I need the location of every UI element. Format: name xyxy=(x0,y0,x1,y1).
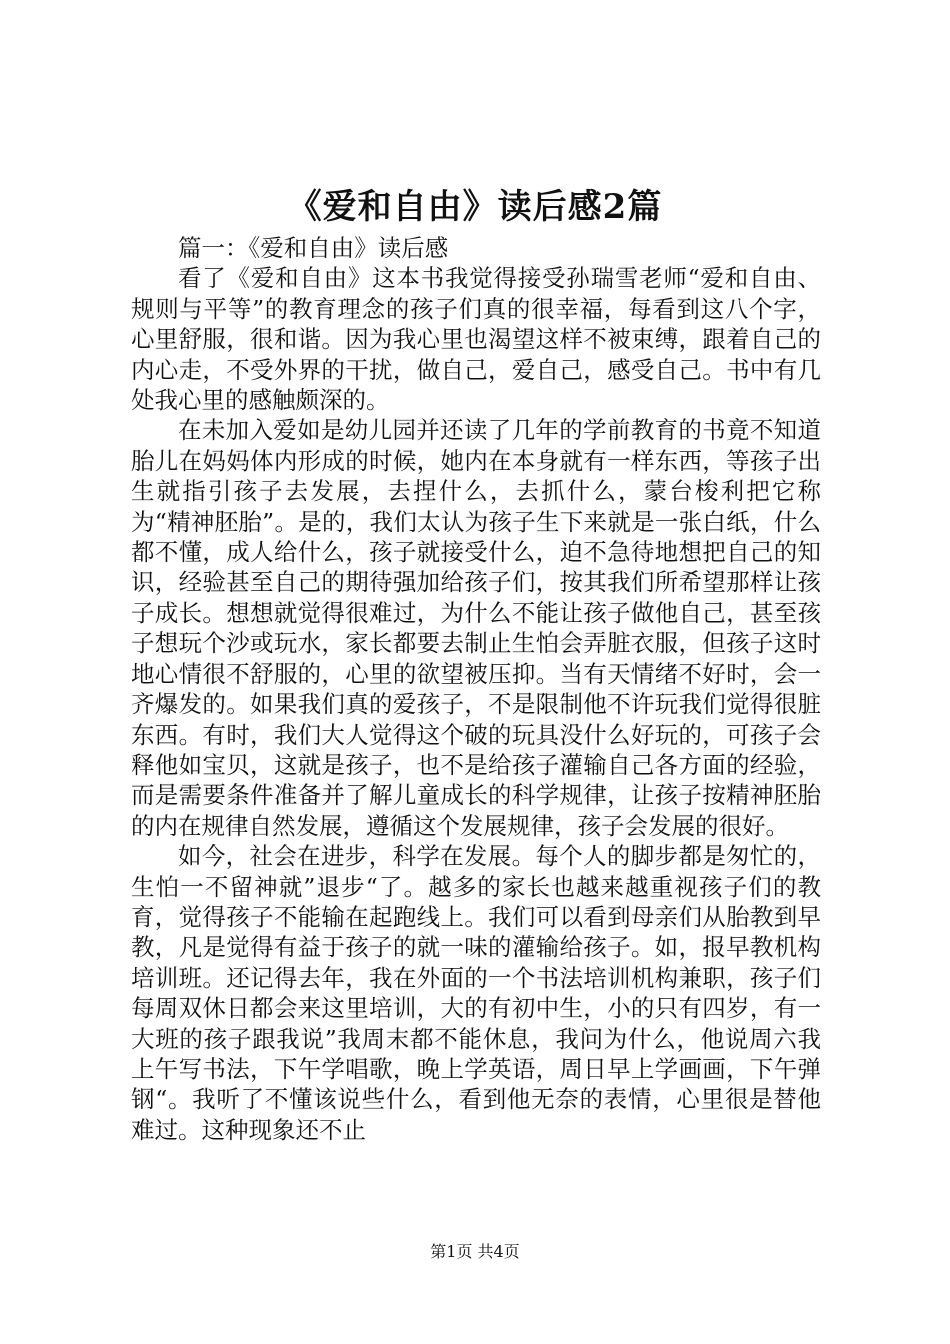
paragraph: 看了《爱和自由》这本书我觉得接受孙瑞雪老师“爱和自由、规则与平等”的教育理念的孩子们真的很幸福，每看到这八个字，心里舒服，很和谐。因为我心里也渴望这样不被束缚，跟着自己的内心走，不受外界的干扰，做自己，爱自己，感受自己。书中有几处我心里的感触颇深的。 xyxy=(131,264,821,415)
page-indicator: 第1页 共4页 xyxy=(430,1242,520,1261)
page-footer xyxy=(0,1240,950,1264)
document-title: 《爱和自由》读后感2篇 xyxy=(287,187,663,227)
paragraph: 在未加入爱如是幼儿园并还读了几年的学前教育的书竟不知道胎儿在妈妈体内形成的时候，她内在本身就有一样东西，等孩子出生就指引孩子去发展，去捏什么，去抓什么，蒙台梭利把它称为“精神胚胎”。是的，我们太认为孩子生下来就是一张白纸，什么都不懂，成人给什么，孩子就接受什么，迫不急待地想把自己的知识，经验甚至自己的期待强加给孩子们，按其我们所希望那样让孩子成长。想想就觉得很难过，为什么不能让孩子做他自己，甚至孩子想玩个沙或玩水，家长都要去制止生怕会弄脏衣服，但孩子这时地心情很不舒服的，心里的欲望被压抑。当有天情绪不好时，会一齐爆发的。如果我们真的爱孩子，不是限制他不许玩我们觉得很脏东西。有时，我们大人觉得这个破的玩具没什么好玩的，可孩子会释他如宝贝，这就是孩子，也不是给孩子灌输自己各方面的经验，而是需要条件准备并了解儿童成长的科学规律，让孩子按精神胚胎的内在规律自然发展，遵循这个发展规律，孩子会发展的很好。 xyxy=(131,416,821,840)
paragraph: 如今，社会在进步，科学在发展。每个人的脚步都是匆忙的，生怕一不留神就”退步“了。越多的家长也越来越重视孩子们的教育，觉得孩子不能输在起跑线上。我们可以看到母亲们从胎教到早教，凡是觉得有益于孩子的就一味的灌输给孩子。如，报早教机构培训班。还记得去年，我在外面的一个书法培训机构兼职，孩子们每周双休日都会来这里培训，大的有初中生，小的只有四岁，有一大班的孩子跟我说”我周末都不能休息，我问为什么，他说周六我上午写书法，下午学唱歌，晚上学英语，周日早上学画画，下午弹钢“。我听了不懂该说些什么，看到他无奈的表情，心里很是替他难过。这种现象还不止 xyxy=(131,842,821,1144)
section-heading: 篇一：《爱和自由》读后感 xyxy=(178,234,449,262)
document-body xyxy=(131,233,821,1145)
